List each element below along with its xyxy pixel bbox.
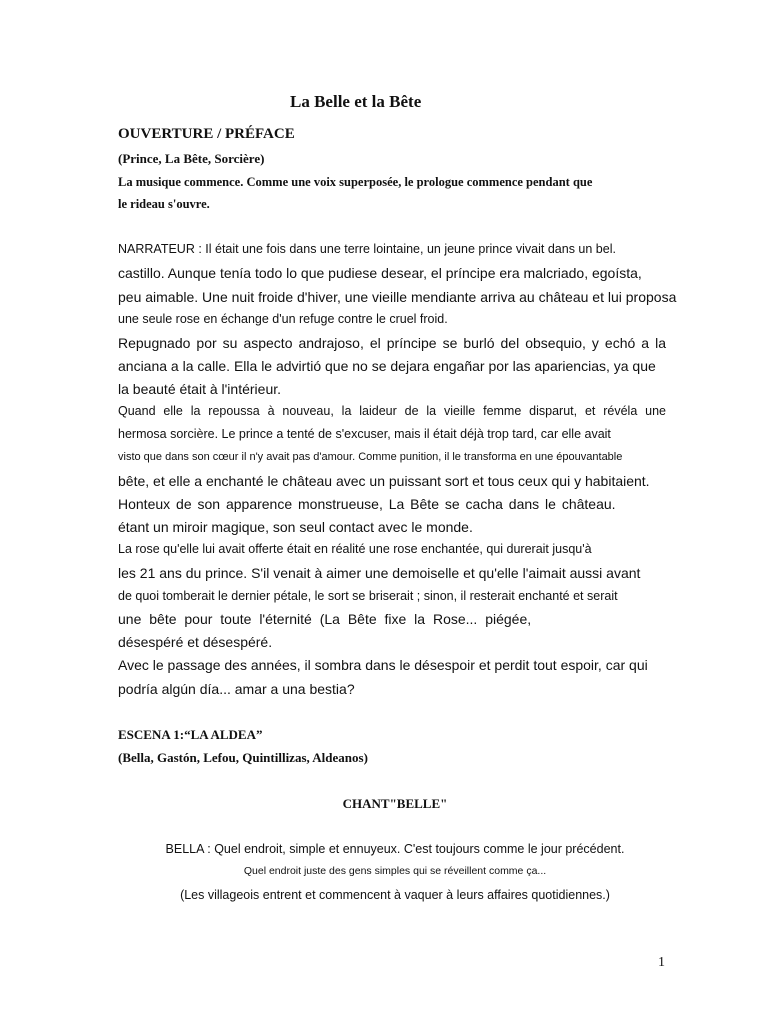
stage-direction-line-2: le rideau s'ouvre. <box>118 197 210 211</box>
narration-line: Repugnado por su aspecto andrajoso, el príncipe se burló del obsequio, y echó a la <box>118 335 666 351</box>
section-heading-overture: OUVERTURE / PRÉFACE <box>118 126 295 142</box>
narration-line: podría algún día... amar a una bestia? <box>118 681 355 697</box>
narration-line: Honteux de son apparence monstrueuse, La Bête se cacha dans le château. <box>118 496 616 512</box>
narration-line: La rose qu'elle lui avait offerte était en réalité une rose enchantée, qui durerait jusqu'à <box>118 542 592 556</box>
song-title: CHANT"BELLE" <box>342 796 448 811</box>
narration-line: visto que dans son cœur il n'y avait pas d'amour. Comme punition, il le transforma en une épouvantable <box>118 451 623 463</box>
narration-line: les 21 ans du prince. S'il venait à aimer une demoiselle et qu'elle l'aimait aussi avant <box>118 565 641 581</box>
song-line-3: (Les villageois entrent et commencent à vaquer à leurs affaires quotidiennes.) <box>180 888 610 902</box>
narration-line: peu aimable. Une nuit froide d'hiver, une vieille mendiante arriva au château et lui proposa <box>118 289 677 305</box>
narration-line: hermosa sorcière. Le prince a tenté de s'excuser, mais il était déjà trop tard, car elle avait <box>118 427 611 441</box>
scene-heading: ESCENA 1:“LA ALDEA” <box>118 727 263 742</box>
narration-line: Avec le passage des années, il sombra dans le désespoir et perdit tout espoir, car qui <box>118 657 648 673</box>
scene-characters: (Bella, Gastón, Lefou, Quintillizas, Aldeanos) <box>118 750 368 765</box>
narration-line: de quoi tomberait le dernier pétale, le sort se briserait ; sinon, il resterait enchanté et serait <box>118 589 618 603</box>
stage-direction-line-1: La musique commence. Comme une voix superposée, le prologue commence pendant que <box>118 175 593 189</box>
song-line-2: Quel endroit juste des gens simples qui se réveillent comme ça... <box>243 865 547 877</box>
narration-line: la beauté était à l'intérieur. <box>118 381 282 397</box>
narration-line: NARRATEUR : Il était une fois dans une terre lointaine, un jeune prince vivait dans un bel. <box>118 242 616 256</box>
narration-line: Quand elle la repoussa à nouveau, la laideur de la vieille femme disparut, et révéla une <box>118 404 666 418</box>
narration-line: bête, et elle a enchanté le château avec un puissant sort et tous ceux qui y habitaient. <box>118 473 650 489</box>
song-line-1: BELLA : Quel endroit, simple et ennuyeux. C'est toujours comme le jour précédent. <box>165 842 625 856</box>
narration-line: anciana a la calle. Ella le advirtió que no se dejara engañar por las apariencias, ya que <box>118 358 656 374</box>
section-characters: (Prince, La Bête, Sorcière) <box>118 151 265 166</box>
page-number: 1 <box>658 955 665 970</box>
narration-line: castillo. Aunque tenía todo lo que pudiese desear, el príncipe era malcriado, egoísta, <box>118 265 642 281</box>
narration-line: désespéré et désespéré. <box>118 634 273 650</box>
narration-line: une seule rose en échange d'un refuge contre le cruel froid. <box>118 312 448 326</box>
narration-line: étant un miroir magique, son seul contact avec le monde. <box>118 519 473 535</box>
narration-line: une bête pour toute l'éternité (La Bête fixe la Rose... piégée, <box>118 611 532 627</box>
document-title: La Belle et la Bête <box>290 92 422 111</box>
